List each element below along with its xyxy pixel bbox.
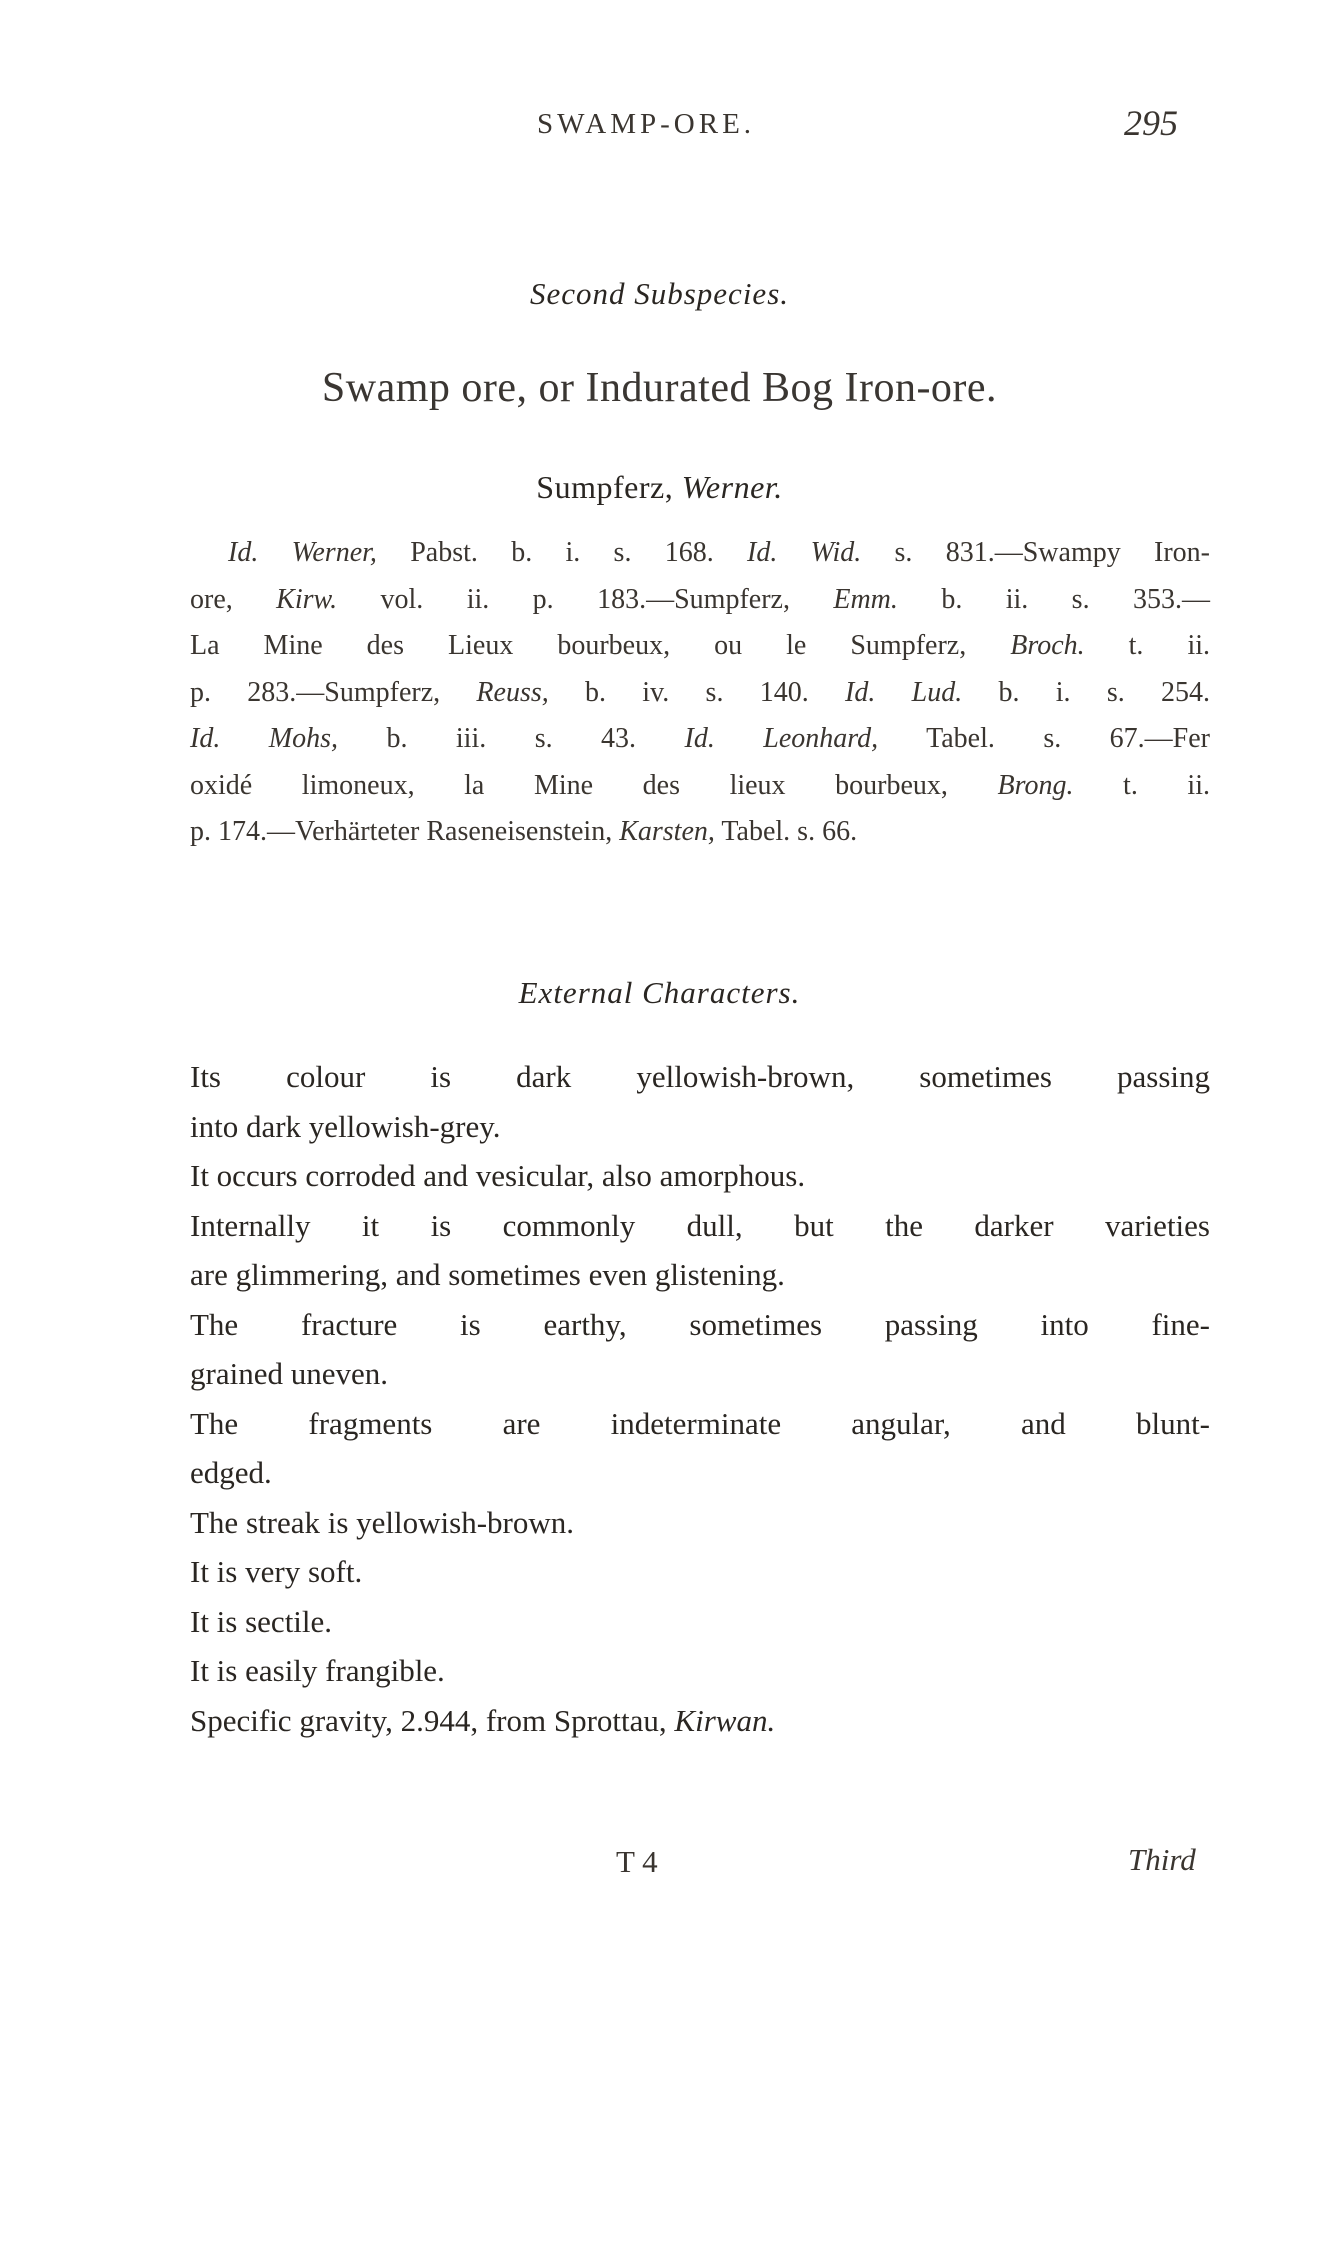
- page-number: 295: [1124, 103, 1178, 143]
- character-line: It is sectile.: [190, 1603, 333, 1639]
- german-name-author: Werner.: [681, 469, 783, 505]
- catchword: Third: [1128, 1842, 1196, 1877]
- synonymy-paragraph: [190, 530, 1210, 856]
- citation-author: Id. Mohs,: [190, 723, 338, 754]
- german-name: [0, 469, 1319, 506]
- character-line: It is very soft.: [190, 1554, 363, 1589]
- running-head: [0, 103, 1319, 158]
- gravity-author: Kirwan.: [674, 1702, 776, 1738]
- citation-text: p. 283.—Sumpferz,: [190, 676, 477, 708]
- character-line: Its colour is dark yellowish-brown, sometimes passing: [190, 1059, 1210, 1094]
- citation-text: b. i. s. 254.: [962, 676, 1210, 708]
- citation-text: t. ii.: [1073, 769, 1210, 801]
- citation-author: Reuss,: [476, 676, 549, 708]
- synonymy-line: [190, 670, 1210, 717]
- character-line: Internally it is commonly dull, but the darker varieties: [190, 1207, 1210, 1243]
- signature-mark: T 4: [616, 1844, 658, 1879]
- running-title: SWAMP-ORE.: [537, 108, 756, 140]
- citation-text: s. 831.—Swampy Iron-: [861, 537, 1210, 568]
- character-line: grained uneven.: [190, 1356, 388, 1391]
- synonymy-line: [190, 623, 1210, 670]
- citation-author: Kirw.: [276, 583, 338, 615]
- citation-text: ore,: [190, 583, 277, 615]
- citation-author: Emm.: [833, 583, 898, 615]
- synonymy-line: [190, 809, 1210, 856]
- citation-author: Karsten,: [619, 816, 715, 847]
- character-line: The streak is yellowish-brown.: [190, 1504, 574, 1540]
- character-line: edged.: [190, 1455, 272, 1490]
- gravity-line: [190, 1696, 1210, 1746]
- citation-author: Id. Werner,: [228, 537, 377, 568]
- citation-author: Id. Wid.: [747, 537, 862, 568]
- citation-text: vol. ii. p. 183.—Sumpferz,: [337, 583, 834, 615]
- synonymy-line: [190, 763, 1210, 810]
- section-heading: External Characters.: [518, 975, 801, 1010]
- citation-author: Brong.: [997, 769, 1074, 801]
- citation-text: Pabst. b. i. s. 168.: [376, 537, 748, 568]
- citation-author: Id. Lud.: [845, 676, 963, 708]
- citation-author: Broch.: [1010, 630, 1085, 661]
- citation-author: Id. Leonhard,: [684, 723, 879, 754]
- citation-text: b. iii. s. 43.: [338, 723, 685, 754]
- synonymy-line: [190, 577, 1210, 624]
- german-name-text: Sumpferz,: [536, 469, 682, 505]
- character-line: It occurs corroded and vesicular, also amorphous.: [190, 1158, 806, 1193]
- citation-text: oxidé limoneux, la Mine des lieux bourbeux,: [190, 769, 998, 801]
- character-line: The fracture is earthy, sometimes passing into fine-: [190, 1306, 1210, 1342]
- species-title: Swamp ore, or Indurated Bog Iron-ore.: [321, 365, 998, 411]
- character-line: into dark yellowish-grey.: [190, 1108, 501, 1144]
- character-line: The fragments are indeterminate angular, and blunt-: [190, 1405, 1210, 1441]
- citation-text: b. iv. s. 140.: [548, 676, 846, 708]
- characters-paragraphs: [190, 1052, 1210, 1745]
- subspecies-heading: Second Subspecies.: [529, 276, 790, 311]
- citation-text: Tabel. s. 67.—Fer: [878, 723, 1210, 754]
- citation-text: p. 174.—Verhärteter Raseneisenstein,: [190, 816, 620, 847]
- synonymy-line: [190, 716, 1210, 763]
- gravity-text: Specific gravity, 2.944, from Sprottau,: [190, 1702, 675, 1738]
- citation-text: La Mine des Lieux bourbeux, ou le Sumpferz,: [190, 630, 1011, 661]
- character-line: are glimmering, and sometimes even glistening.: [190, 1257, 785, 1292]
- character-line: It is easily frangible.: [190, 1653, 445, 1688]
- citation-text: t. ii.: [1084, 630, 1210, 661]
- citation-text: Tabel. s. 66.: [714, 816, 858, 847]
- citation-text: b. ii. s. 353.—: [897, 583, 1210, 615]
- synonymy-line: [190, 530, 1210, 577]
